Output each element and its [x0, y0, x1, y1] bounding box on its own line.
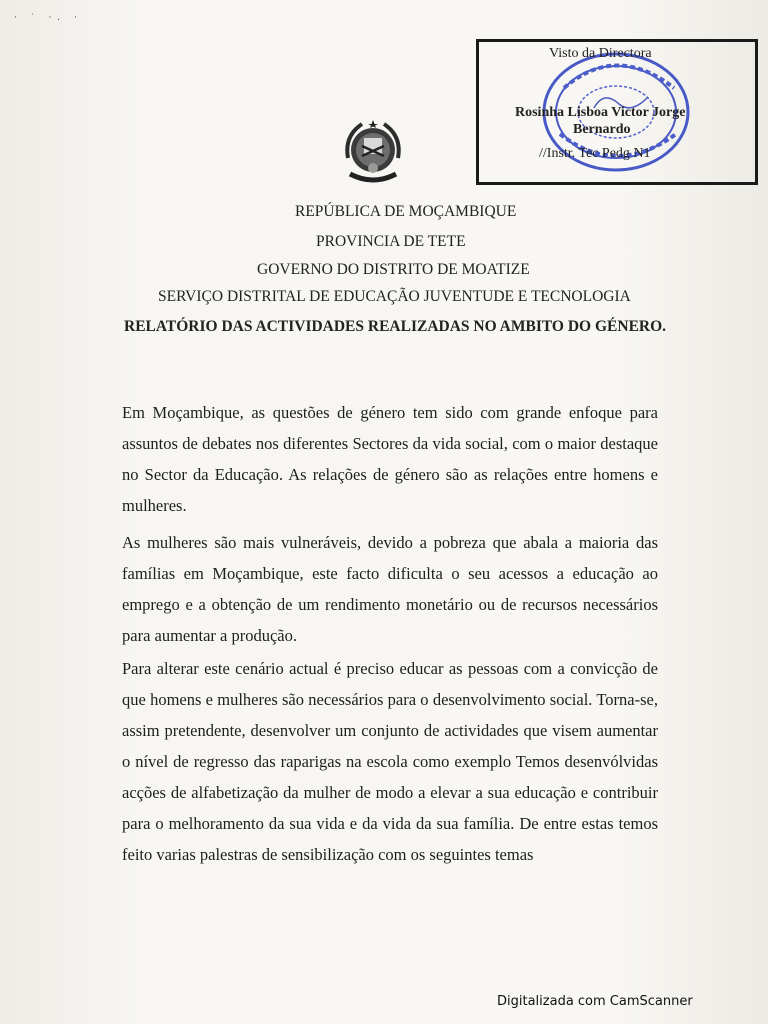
- approver-name-line1: Rosinha Lisboa Victor Jorge: [515, 105, 686, 120]
- body-paragraph: Para alterar este cenário actual é preciso educar as pessoas com a convicção de que homens e mulheres são necessários para o desenvolvimento social. Torna-se, assim pretendente, desenvolver um conjunto de actividades que visem aumentar o nível de regresso das raparigas na escola como exemplo Temos desenvólvidas acções de alfabetização da mulher de modo a elevar a sua educação e contribuir para o melhoramento da sua vida e da vida da sua família. De entre estas temos feito varias palestras de sensibilização com os seguintes temas: [122, 658, 658, 864]
- country-heading: REPÚBLICA DE MOÇAMBIQUE: [295, 203, 517, 220]
- province-heading: PROVINCIA DE TETE: [316, 233, 466, 250]
- service-heading: SERVIÇO DISTRITAL DE EDUCAÇÃO JUVENTUDE E TECNOLOGIA: [158, 288, 631, 305]
- approval-box: [476, 39, 758, 185]
- approval-title: Visto da Directora: [549, 46, 652, 61]
- government-heading: GOVERNO DO DISTRITO DE MOATIZE: [257, 261, 530, 278]
- approver-credential: //Instr. Tec Pedg N1: [539, 146, 651, 161]
- report-title: RELATÓRIO DAS ACTIVIDADES REALIZADAS NO AMBITO DO GÉNERO.: [124, 318, 667, 335]
- scan-specks: · ˙ ·. ·: [14, 12, 83, 22]
- body-paragraph: Em Moçambique, as questões de género tem sido com grande enfoque para assuntos de debates nos diferentes Sectores da vida social, com o maior destaque no Sector da Educação. As relações de género são as relações entre homens e mulheres.: [122, 402, 658, 515]
- body-paragraph: As mulheres são mais vulneráveis, devido a pobreza que abala a maioria das famílias em Moçambique, este facto dificulta o seu acessos a educação ao emprego e a obtenção de um rendimento monetário ou de recursos necessários para aumentar a produção.: [122, 532, 658, 645]
- scanner-watermark: Digitalizada com CamScanner: [497, 994, 693, 1009]
- approver-name-line2: Bernardo: [573, 122, 631, 137]
- national-emblem-icon: [340, 116, 406, 186]
